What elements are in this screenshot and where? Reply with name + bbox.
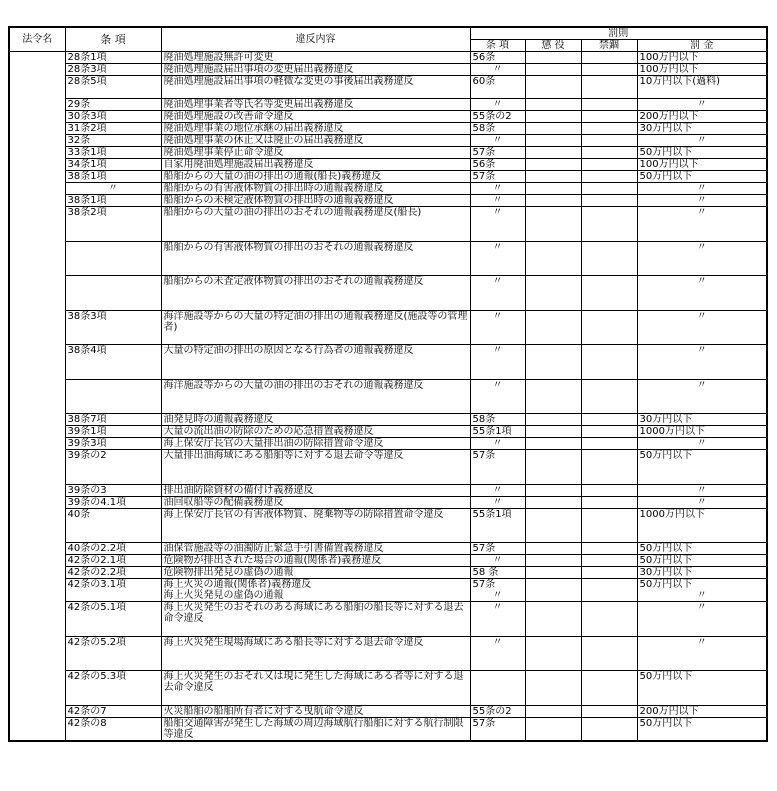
- fine-cell: 50万円以下: [637, 450, 767, 485]
- confinement-cell: [581, 195, 637, 207]
- prison-cell: [525, 717, 581, 741]
- confinement-cell: [581, 159, 637, 171]
- prison-cell: [525, 496, 581, 508]
- penalty-article-cell: 57条: [470, 147, 525, 159]
- violation-cell: 廃油処理施設届出事項の変更届出義務違反: [161, 64, 470, 76]
- law-name-cell: [9, 379, 65, 414]
- penalty-article-cell: 〃: [470, 183, 525, 195]
- confinement-cell: [581, 111, 637, 123]
- law-name-cell: [9, 671, 65, 706]
- violation-cell: 廃油処理事業の地位承継の届出義務違反: [161, 123, 470, 135]
- article-cell: 42条の5.3項: [65, 671, 161, 706]
- table-row: [9, 414, 767, 426]
- article-cell: 39条の2: [65, 450, 161, 485]
- header-violation: 違反内容: [161, 27, 470, 52]
- prison-cell: [525, 310, 581, 345]
- header-confinement: 禁錮: [581, 40, 637, 52]
- law-name-cell: [9, 207, 65, 242]
- article-cell: 40条: [65, 508, 161, 543]
- article-cell: 〃: [65, 183, 161, 195]
- violation-cell: 大量の特定油の排出の原因となる行為者の通報義務違反: [161, 345, 470, 380]
- law-name-cell: [9, 99, 65, 111]
- penalty-article-cell: 〃: [470, 379, 525, 414]
- confinement-cell: [581, 414, 637, 426]
- penalty-article-cell: 57条 〃: [470, 579, 525, 602]
- table-row: [9, 671, 767, 706]
- prison-cell: [525, 241, 581, 276]
- article-cell: 38条2項: [65, 207, 161, 242]
- violation-cell: 火災船舶の船舶所有者に対する曳航命令違反: [161, 705, 470, 717]
- fine-cell: 〃: [637, 183, 767, 195]
- violation-cell: 廃油処理事業の休止又は廃止の届出義務違反: [161, 135, 470, 147]
- fine-cell: 〃: [637, 602, 767, 637]
- table-row: [9, 438, 767, 450]
- penalty-article-cell: 58条: [470, 123, 525, 135]
- table-row: [9, 123, 767, 135]
- fine-cell: 〃: [637, 310, 767, 345]
- penalty-article-cell: 57条: [470, 717, 525, 741]
- prison-cell: [525, 705, 581, 717]
- violation-cell: 海上保安庁長官の有害液体物質、廃棄物等の防除措置命令違反: [161, 508, 470, 543]
- article-cell: 32条: [65, 135, 161, 147]
- penalty-article-cell: 58条: [470, 414, 525, 426]
- penalty-article-cell: 〃: [470, 241, 525, 276]
- law-name-cell: [9, 426, 65, 438]
- table-row: [9, 496, 767, 508]
- confinement-cell: [581, 147, 637, 159]
- law-name-cell: [9, 76, 65, 99]
- violation-cell: 船舶交通障害が発生した海域の周辺海域航行船舶に対する航行制限等違反: [161, 717, 470, 741]
- violation-cell: 海洋施設等からの大量の油の排出のおそれの通報義務違反: [161, 379, 470, 414]
- prison-cell: [525, 379, 581, 414]
- penalty-article-cell: 60条: [470, 76, 525, 99]
- violation-cell: 船舶からの大量の油の排出のおそれの通報義務違反(船長): [161, 207, 470, 242]
- prison-cell: [525, 111, 581, 123]
- article-cell: 42条の7: [65, 705, 161, 717]
- fine-cell: 50万円以下: [637, 171, 767, 183]
- penalty-article-cell: [470, 671, 525, 706]
- confinement-cell: [581, 99, 637, 111]
- header-law-name: 法令名: [9, 27, 65, 52]
- confinement-cell: [581, 241, 637, 276]
- prison-cell: [525, 484, 581, 496]
- fine-cell: 1000万円以下: [637, 426, 767, 438]
- fine-cell: 100万円以下: [637, 52, 767, 64]
- article-cell: 42条の5.2項: [65, 636, 161, 671]
- header-article: 条 項: [65, 27, 161, 52]
- violation-cell: 廃油処理事業停止命令違反: [161, 147, 470, 159]
- penalty-article-cell: 〃: [470, 135, 525, 147]
- violation-cell: 廃油処理施設の改善命令違反: [161, 111, 470, 123]
- violation-cell: 海上保安庁長官の大量排出油の防除措置命令違反: [161, 438, 470, 450]
- violation-cell: 海上火災発生のおそれのある海域にある船舶の船長等に対する退去命令違反: [161, 602, 470, 637]
- violation-cell: 油回収船等の配備義務違反: [161, 496, 470, 508]
- prison-cell: [525, 567, 581, 579]
- prison-cell: [525, 602, 581, 637]
- article-cell: 42条の8: [65, 717, 161, 741]
- fine-cell: 〃: [637, 496, 767, 508]
- penalty-article-cell: 57条: [470, 450, 525, 485]
- penalty-article-cell: 55条1項: [470, 426, 525, 438]
- article-cell: 39条の3: [65, 484, 161, 496]
- law-name-cell: [9, 602, 65, 637]
- prison-cell: [525, 183, 581, 195]
- violation-cell: 船舶からの大量の油の排出の通報(船長)義務違反: [161, 171, 470, 183]
- prison-cell: [525, 555, 581, 567]
- penalty-article-cell: 〃: [470, 99, 525, 111]
- violation-cell: 船舶からの有害液体物質の排出時の通報義務違反: [161, 183, 470, 195]
- fine-cell: 〃: [637, 438, 767, 450]
- penalty-article-cell: 57条: [470, 543, 525, 555]
- prison-cell: [525, 207, 581, 242]
- table-row: [9, 310, 767, 345]
- fine-cell: 30万円以下: [637, 567, 767, 579]
- prison-cell: [525, 52, 581, 64]
- table-row: [9, 183, 767, 195]
- penalty-article-cell: 〃: [470, 496, 525, 508]
- table-row: [9, 705, 767, 717]
- article-cell: [65, 241, 161, 276]
- confinement-cell: [581, 543, 637, 555]
- table-row: [9, 567, 767, 579]
- penalty-article-cell: 56条: [470, 52, 525, 64]
- article-cell: 42条の2.1項: [65, 555, 161, 567]
- prison-cell: [525, 123, 581, 135]
- law-name-cell: [9, 567, 65, 579]
- law-name-cell: [9, 171, 65, 183]
- article-cell: 42条の3.1項: [65, 579, 161, 602]
- prison-cell: [525, 636, 581, 671]
- violation-cell: 船舶からの未査定液体物質の排出のおそれの通報義務違反: [161, 276, 470, 311]
- law-name-cell: [9, 484, 65, 496]
- law-name-cell: [9, 555, 65, 567]
- law-name-cell: [9, 64, 65, 76]
- violation-cell: 船舶からの有害液体物質の排出のおそれの通報義務違反: [161, 241, 470, 276]
- table-row: [9, 636, 767, 671]
- fine-cell: 30万円以下: [637, 123, 767, 135]
- violation-cell: 海上火災の通報(関係者)義務違反 海上火災発見の虚偽の通報: [161, 579, 470, 602]
- fine-cell: 100万円以下: [637, 64, 767, 76]
- article-cell: 39条3項: [65, 438, 161, 450]
- law-name-cell: [9, 183, 65, 195]
- violation-cell: 海上火災発生のおそれ又は現に発生した海域にある者等に対する退去命令違反: [161, 671, 470, 706]
- article-cell: 28条5項: [65, 76, 161, 99]
- fine-cell: 50万円以下 〃: [637, 579, 767, 602]
- article-cell: 29条: [65, 99, 161, 111]
- article-cell: 42条の5.1項: [65, 602, 161, 637]
- table-row: [9, 135, 767, 147]
- table-row: [9, 484, 767, 496]
- confinement-cell: [581, 484, 637, 496]
- confinement-cell: [581, 636, 637, 671]
- table-row: [9, 543, 767, 555]
- prison-cell: [525, 671, 581, 706]
- table-row: [9, 207, 767, 242]
- confinement-cell: [581, 276, 637, 311]
- law-name-cell: [9, 636, 65, 671]
- table-row: [9, 345, 767, 380]
- violation-cell: 油発見時の通報義務違反: [161, 414, 470, 426]
- law-name-cell: [9, 147, 65, 159]
- table-row: [9, 602, 767, 637]
- penalty-article-cell: 〃: [470, 438, 525, 450]
- penalty-article-cell: 〃: [470, 345, 525, 380]
- law-name-cell: [9, 52, 65, 64]
- header-fine: 罰 金: [637, 40, 767, 52]
- penalty-article-cell: 55条の2: [470, 111, 525, 123]
- prison-cell: [525, 345, 581, 380]
- prison-cell: [525, 64, 581, 76]
- prison-cell: [525, 450, 581, 485]
- article-cell: 28条3項: [65, 64, 161, 76]
- penalty-article-cell: 〃: [470, 636, 525, 671]
- prison-cell: [525, 147, 581, 159]
- confinement-cell: [581, 438, 637, 450]
- confinement-cell: [581, 123, 637, 135]
- confinement-cell: [581, 671, 637, 706]
- header-penalty: 罰則: [470, 27, 767, 40]
- article-cell: 30条3項: [65, 111, 161, 123]
- fine-cell: 〃: [637, 207, 767, 242]
- law-name-cell: [9, 705, 65, 717]
- prison-cell: [525, 195, 581, 207]
- confinement-cell: [581, 76, 637, 99]
- article-cell: [65, 276, 161, 311]
- penalty-article-cell: 〃: [470, 276, 525, 311]
- fine-cell: 〃: [637, 135, 767, 147]
- table-row: [9, 159, 767, 171]
- violation-cell: 廃油処理施設無許可変更: [161, 52, 470, 64]
- law-name-cell: [9, 579, 65, 602]
- prison-cell: [525, 171, 581, 183]
- law-name-cell: [9, 717, 65, 741]
- table-row: [9, 555, 767, 567]
- violation-cell: 大量排出油海域にある船舶等に対する退去命令等違反: [161, 450, 470, 485]
- table-row: [9, 450, 767, 485]
- prison-cell: [525, 76, 581, 99]
- violation-cell: 排出油防除資材の備付け義務違反: [161, 484, 470, 496]
- penalty-article-cell: 〃: [470, 555, 525, 567]
- prison-cell: [525, 414, 581, 426]
- confinement-cell: [581, 567, 637, 579]
- table-row: [9, 171, 767, 183]
- table-row: [9, 717, 767, 741]
- fine-cell: 100万円以下: [637, 159, 767, 171]
- confinement-cell: [581, 496, 637, 508]
- penalty-article-cell: 〃: [470, 195, 525, 207]
- confinement-cell: [581, 705, 637, 717]
- article-cell: 39条の4.1項: [65, 496, 161, 508]
- article-cell: 28条1項: [65, 52, 161, 64]
- article-cell: 31条2項: [65, 123, 161, 135]
- confinement-cell: [581, 183, 637, 195]
- fine-cell: 200万円以下: [637, 111, 767, 123]
- penalty-article-cell: 57条: [470, 171, 525, 183]
- table-row: [9, 64, 767, 76]
- article-cell: 34条1項: [65, 159, 161, 171]
- law-name-cell: [9, 496, 65, 508]
- table-row: [9, 111, 767, 123]
- violation-cell: 油保管施設等の油濁防止緊急手引書備置義務違反: [161, 543, 470, 555]
- header-prison: 懲 役: [525, 40, 581, 52]
- article-cell: 40条の2.2項: [65, 543, 161, 555]
- law-name-cell: [9, 345, 65, 380]
- fine-cell: 200万円以下: [637, 705, 767, 717]
- fine-cell: 〃: [637, 99, 767, 111]
- fine-cell: 1000万円以下: [637, 508, 767, 543]
- law-name-cell: [9, 111, 65, 123]
- violation-cell: 廃油処理施設届出事項の軽微な変更の事後届出義務違反: [161, 76, 470, 99]
- prison-cell: [525, 159, 581, 171]
- table-row: [9, 579, 767, 602]
- penalty-article-cell: 〃: [470, 64, 525, 76]
- penalty-article-cell: 〃: [470, 310, 525, 345]
- prison-cell: [525, 426, 581, 438]
- violation-cell: 危険物排出発見の虚偽の通報: [161, 567, 470, 579]
- fine-cell: 〃: [637, 276, 767, 311]
- law-name-cell: [9, 276, 65, 311]
- fine-cell: 〃: [637, 636, 767, 671]
- confinement-cell: [581, 310, 637, 345]
- table-row: [9, 99, 767, 111]
- table-row: [9, 76, 767, 99]
- prison-cell: [525, 508, 581, 543]
- confinement-cell: [581, 171, 637, 183]
- violation-cell: 危険物が排出された場合の通報(関係者)義務違反: [161, 555, 470, 567]
- confinement-cell: [581, 579, 637, 602]
- confinement-cell: [581, 555, 637, 567]
- confinement-cell: [581, 345, 637, 380]
- law-name-cell: [9, 438, 65, 450]
- article-cell: 38条1項: [65, 171, 161, 183]
- fine-cell: 30万円以下: [637, 414, 767, 426]
- confinement-cell: [581, 426, 637, 438]
- fine-cell: 〃: [637, 241, 767, 276]
- fine-cell: 〃: [637, 345, 767, 380]
- article-cell: 38条3項: [65, 310, 161, 345]
- fine-cell: 50万円以下: [637, 717, 767, 741]
- penalty-article-cell: 〃: [470, 602, 525, 637]
- table-row: [9, 276, 767, 311]
- law-name-cell: [9, 414, 65, 426]
- prison-cell: [525, 438, 581, 450]
- law-name-cell: [9, 241, 65, 276]
- law-name-cell: [9, 543, 65, 555]
- header-penalty-article: 条 項: [470, 40, 525, 52]
- penalty-article-cell: 〃: [470, 484, 525, 496]
- penalty-article-cell: 55条1項: [470, 508, 525, 543]
- violation-cell: 海上火災発生現場海域にある船長等に対する退去命令違反: [161, 636, 470, 671]
- fine-cell: 50万円以下: [637, 555, 767, 567]
- law-name-cell: [9, 508, 65, 543]
- law-name-cell: [9, 450, 65, 485]
- table-row: [9, 379, 767, 414]
- law-name-cell: [9, 135, 65, 147]
- fine-cell: 50万円以下: [637, 543, 767, 555]
- prison-cell: [525, 99, 581, 111]
- penalty-article-cell: 〃: [470, 207, 525, 242]
- prison-cell: [525, 579, 581, 602]
- table-row: [9, 426, 767, 438]
- confinement-cell: [581, 450, 637, 485]
- article-cell: 38条4項: [65, 345, 161, 380]
- law-name-cell: [9, 195, 65, 207]
- article-cell: 38条1項: [65, 195, 161, 207]
- confinement-cell: [581, 135, 637, 147]
- article-cell: 33条1項: [65, 147, 161, 159]
- violation-cell: 大量の流出油の防除のための応急措置義務違反: [161, 426, 470, 438]
- prison-cell: [525, 135, 581, 147]
- article-cell: 42条の2.2項: [65, 567, 161, 579]
- law-name-cell: [9, 123, 65, 135]
- fine-cell: 50万円以下: [637, 147, 767, 159]
- violation-cell: 船舶からの未検定液体物質の排出時の通報義務違反: [161, 195, 470, 207]
- fine-cell: 〃: [637, 484, 767, 496]
- penalty-article-cell: 55条の2: [470, 705, 525, 717]
- penalty-article-cell: 58 条: [470, 567, 525, 579]
- fine-cell: 10万円以下(過料): [637, 76, 767, 99]
- table-row: [9, 195, 767, 207]
- violation-cell: 廃油処理事業者等氏名等変更届出義務違反: [161, 99, 470, 111]
- prison-cell: [525, 543, 581, 555]
- confinement-cell: [581, 602, 637, 637]
- law-name-cell: [9, 310, 65, 345]
- fine-cell: 50万円以下: [637, 671, 767, 706]
- article-cell: [65, 379, 161, 414]
- confinement-cell: [581, 52, 637, 64]
- confinement-cell: [581, 379, 637, 414]
- confinement-cell: [581, 64, 637, 76]
- prison-cell: [525, 276, 581, 311]
- confinement-cell: [581, 207, 637, 242]
- article-cell: 38条7項: [65, 414, 161, 426]
- fine-cell: 〃: [637, 195, 767, 207]
- confinement-cell: [581, 508, 637, 543]
- violation-cell: 海洋施設等からの大量の特定油の排出の通報義務違反(施設等の管理者): [161, 310, 470, 345]
- penalty-table: [8, 26, 768, 742]
- penalty-article-cell: 56条: [470, 159, 525, 171]
- violation-cell: 自家用廃油処理施設届出義務違反: [161, 159, 470, 171]
- table-row: [9, 52, 767, 64]
- confinement-cell: [581, 717, 637, 741]
- fine-cell: 〃: [637, 379, 767, 414]
- article-cell: 39条1項: [65, 426, 161, 438]
- table-row: [9, 508, 767, 543]
- table-row: [9, 241, 767, 276]
- table-row: [9, 147, 767, 159]
- law-name-cell: [9, 159, 65, 171]
